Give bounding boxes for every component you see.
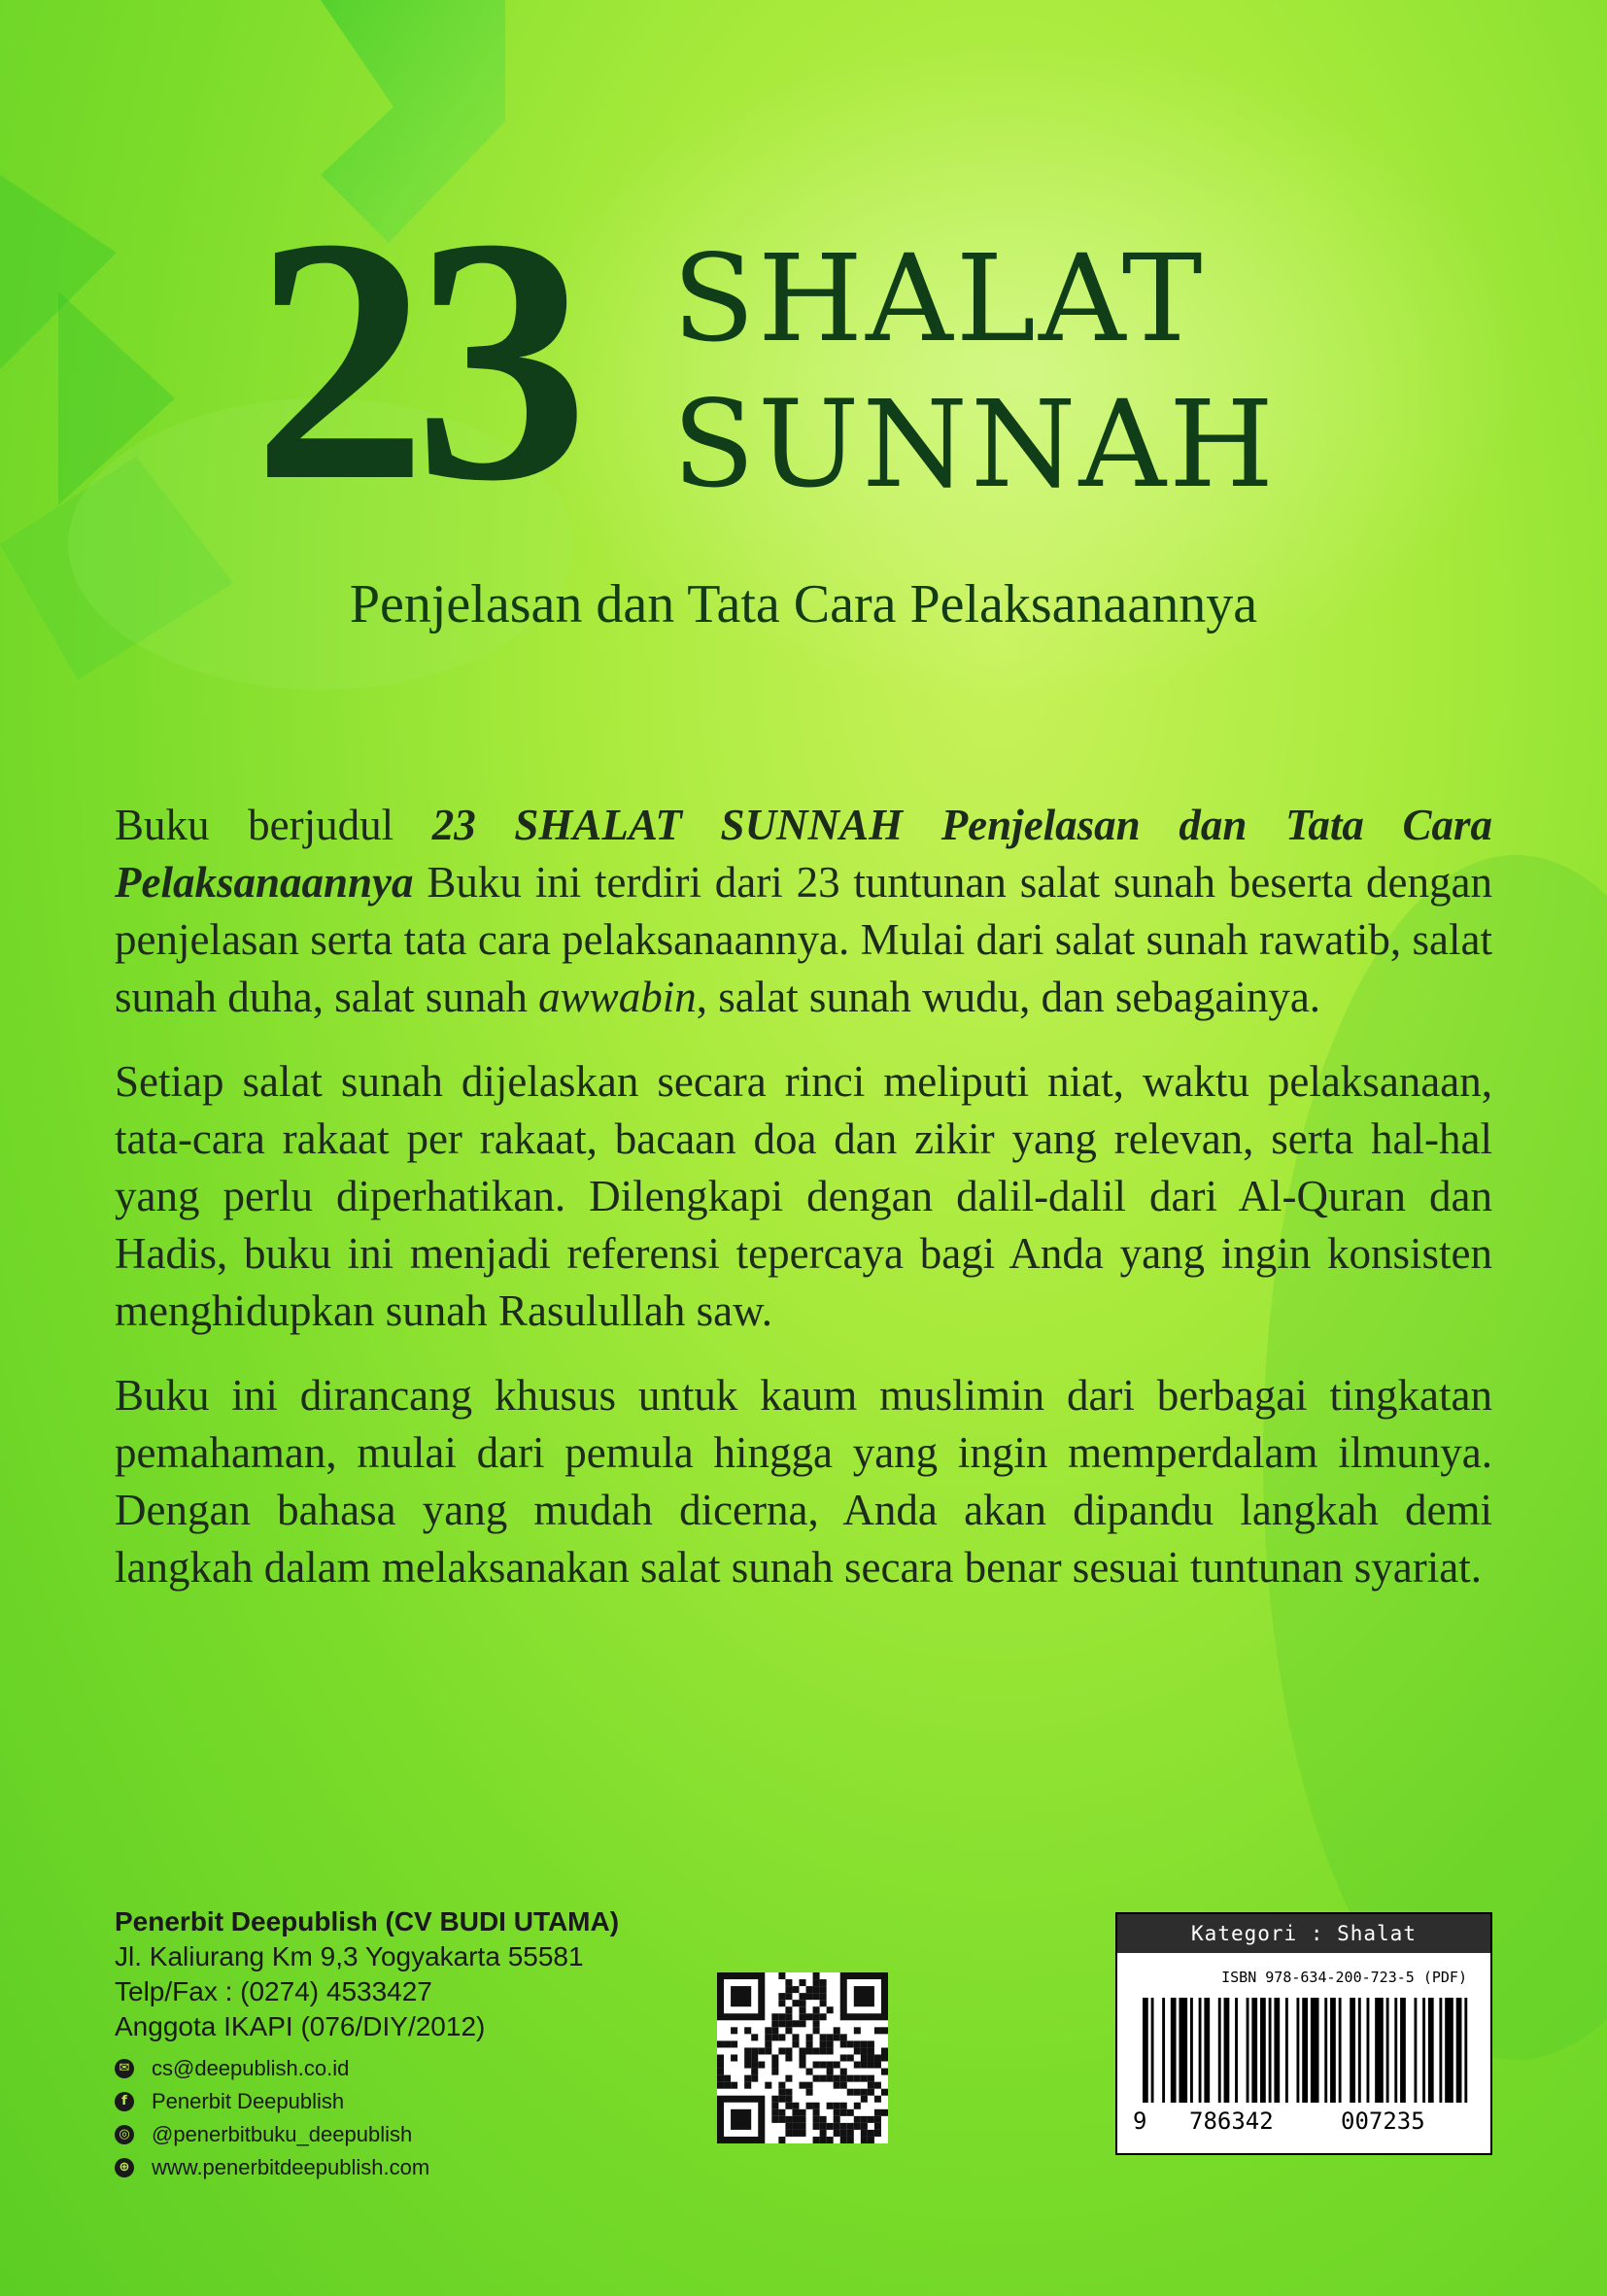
instagram-icon: ◎ bbox=[115, 2125, 134, 2144]
barcode-digit-first: 9 bbox=[1133, 2108, 1147, 2135]
blurb-paragraph-2: Setiap salat sunah dijelaskan secara rinci meliputi niat, waktu pelaksanaan, tata-cara rakaat per rakaat, bacaan doa dan zikir yang relevan, serta hal-hal yang perlu diperhatikan. Dilengkapi dengan dalil-dalil dari Al-Quran dan Hadis, buku ini menjadi referensi tepercaya bagi Anda yang ingin konsisten menghidupkan sunah Rasulullah saw. bbox=[115, 1057, 1492, 1335]
title-shalat: SHALAT bbox=[672, 229, 1206, 369]
publisher-contacts bbox=[115, 2052, 698, 2184]
publisher-address: Jl. Kaliurang Km 9,3 Yogyakarta 55581 bbox=[115, 1941, 584, 1971]
blurb-paragraph-1 bbox=[115, 797, 1492, 1026]
barcode-digits-left: 786342 bbox=[1189, 2108, 1274, 2135]
isbn-text: ISBN 978-634-200-723-5 (PDF) bbox=[1221, 1969, 1467, 1986]
publisher-phone: Telp/Fax : (0274) 4533427 bbox=[115, 1976, 432, 2006]
blurb-paragraph-3: Buku ini dirancang khusus untuk kaum muslimin dari berbagai tingkatan pemahaman, mulai dari pemula hingga yang ingin memperdalam ilmunya. Dengan bahasa yang mudah dicerna, Anda akan dipandu langkah demi langkah dalam melaksanakan salat sunah secara benar sesuai tuntunan syariat. bbox=[115, 1371, 1492, 1592]
title-sunnah: SUNNAH bbox=[672, 375, 1278, 515]
publisher-info bbox=[115, 1904, 698, 2184]
book-blurb bbox=[115, 797, 1492, 1624]
cover-subtitle: Penjelasan dan Tata Cara Pelaksanaannya bbox=[349, 574, 1258, 634]
publisher-name: Penerbit Deepublish (CV BUDI UTAMA) bbox=[115, 1906, 620, 1936]
cover-title bbox=[253, 165, 1419, 553]
email-icon: ✉ bbox=[115, 2059, 134, 2078]
barcode-digits-right: 007235 bbox=[1341, 2108, 1425, 2135]
facebook-icon: f bbox=[115, 2092, 134, 2111]
contact-facebook bbox=[115, 2085, 698, 2118]
barcode-box bbox=[1115, 1912, 1492, 2155]
barcode-digits bbox=[1133, 2105, 1473, 2138]
publisher-member: Anggota IKAPI (076/DIY/2012) bbox=[115, 2011, 486, 2041]
blurb-p1-mid: Buku ini terdiri dari 23 tuntunan salat sunah beserta dengan penjelasan serta tata cara pelaksanaannya. Mulai dari salat sunah rawatib, salat sunah duha, salat sunah bbox=[115, 858, 1492, 1021]
contact-website-text: www.penerbitdeepublish.com bbox=[152, 2155, 430, 2179]
contact-instagram-text: @penerbitbuku_deepublish bbox=[152, 2122, 413, 2146]
blurb-p1-italic: awwabin bbox=[538, 973, 697, 1021]
blurb-p1-end: , salat sunah wudu, dan sebagainya. bbox=[696, 973, 1321, 1021]
globe-icon: ⊕ bbox=[115, 2158, 134, 2177]
kategori-label: Kategori : Shalat bbox=[1117, 1914, 1490, 1953]
contact-email bbox=[115, 2052, 698, 2085]
title-number: 23 bbox=[253, 165, 575, 553]
blurb-p1-book-title: 23 SHALAT SUNNAH Penjelasan dan Tata Cara Pelaksanaannya bbox=[115, 801, 1492, 907]
qr-code bbox=[717, 1972, 888, 2143]
contact-instagram bbox=[115, 2118, 698, 2151]
blurb-p1-lead: Buku berjudul bbox=[115, 801, 432, 849]
contact-facebook-text: Penerbit Deepublish bbox=[152, 2089, 345, 2113]
contact-website bbox=[115, 2151, 698, 2184]
contact-email-text: cs@deepublish.co.id bbox=[152, 2056, 350, 2080]
barcode-bars bbox=[1143, 1998, 1473, 2103]
